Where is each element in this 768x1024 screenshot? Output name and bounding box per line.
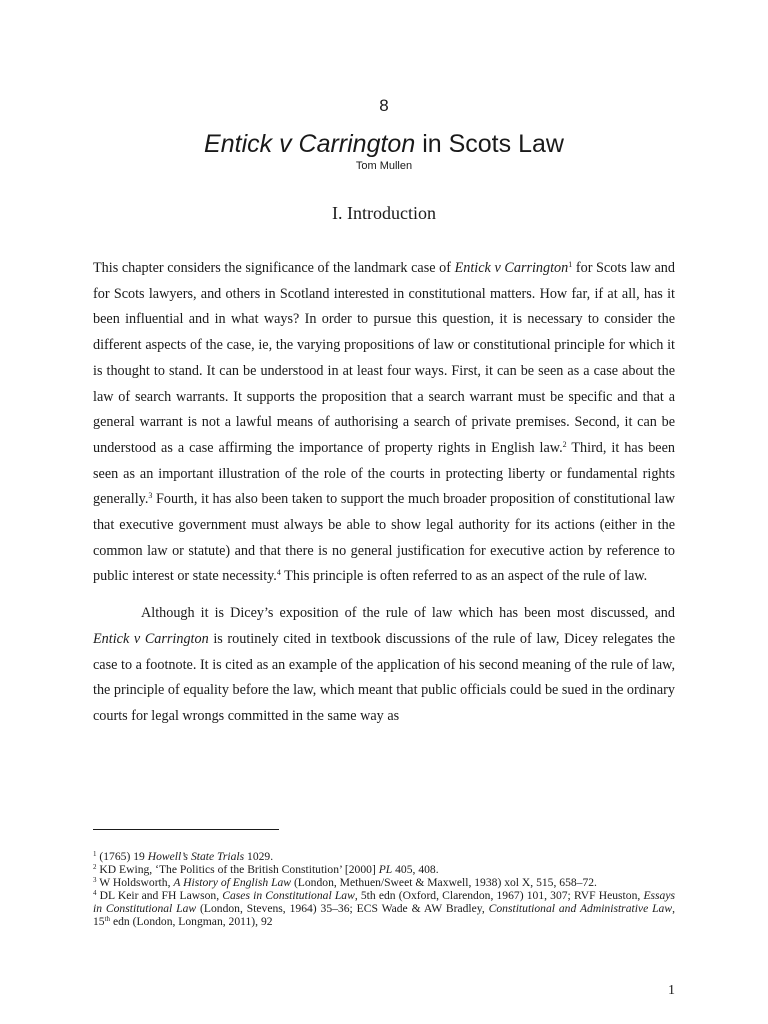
paragraph-1: This chapter considers the significance of the landmark case of Entick v Carrington$^1$ for Scots law and for Scots lawyers, and others in Scotland interested in constitutional matters. How far, if at all, has it been influential and in what ways? In order to pursue this question, it is necessary to consider the different aspects of the case, ie, the varying propositions of law or constitutional principle for which it is thought to stand. It can be understood in at least four ways. First, it can be seen as a case about the law of search warrants. It supports the proposition that a search warrant must be specific and that a general warrant is not a lawful means of authorising a search of private premises. Second, it can be understood as a case affirming the importance of property rights in English law.$^2$ Third, it has been seen as an important illustration of the role of the courts in protecting liberty or fundamental rights generally.$^3$ Fourth, it has also been taken to support the much broader proposition of constitutional law that executive government must always be able to show legal authority for its actions (either in the common law or statute) and that there is no general justification for executive action by reference to public interest or state necessity.$^4$ This principle is often referred to as an aspect of the rule of law.	[93, 260, 675, 585]
footnote-number: 2	[93, 863, 97, 871]
footnote-3: $^3$ W Holdsworth, A History of English Law (London, Methuen/Sweet & Maxwell, 1938) xol X, 515, 658–72.	[93, 876, 597, 889]
title-case-name: Entick v Carrington	[204, 130, 416, 158]
paragraph-2: Although it is Dicey’s exposition of the rule of law which has been most discussed, and Entick v Carrington is routinely cited in textbook discussions of the rule of law, Dicey relegates the case to a footnote. It is cited as an example of the application of his second meaning of the rule of law, the principle of equality before the law, which meant that public officials could be sued in the ordinary courts for legal wrongs committed in the same way as	[93, 605, 675, 724]
footnote-4: $^4$ DL Keir and FH Lawson, Cases in Constitutional Law, 5th edn (Oxford, Clarendon, 1967) 101, 307; RVF Heuston, Essays in Constitutional Law (London, Stevens, 1964) 35–36; ECS Wade & AW Bradley, Constitutional and Administrative Law, 15th edn (London, Longman, 2011), 92	[93, 889, 675, 928]
chapter-title	[0, 130, 768, 159]
footnote-2: $^2$ KD Ewing, ‘The Politics of the British Constitution’ [2000] PL 405, 408.	[93, 863, 439, 876]
author-name: Tom Mullen	[355, 160, 413, 172]
footnote-ref-3[interactable]: 3	[148, 491, 153, 501]
case-name: Entick v Carrington	[93, 630, 209, 647]
footnote-number: 3	[93, 876, 97, 884]
case-name: Entick v Carrington	[454, 260, 569, 276]
footnote-ref-1[interactable]: 1	[568, 260, 573, 269]
footnotes	[93, 850, 675, 928]
footnote-ref-4[interactable]: 4	[276, 568, 281, 578]
chapter-number: 8	[379, 96, 389, 115]
page-number: 1	[668, 983, 675, 998]
footnote-number: 4	[93, 889, 97, 897]
section-heading: I. Introduction	[332, 203, 436, 223]
footnote-1: $^1$ (1765) 19 Howell’s State Trials 1029.	[93, 850, 274, 863]
footnote-ref-2[interactable]: 2	[562, 439, 567, 449]
body-text	[93, 256, 675, 730]
footnote-number: 1	[93, 850, 97, 858]
title-rest: in Scots Law	[415, 130, 564, 158]
footnote-divider	[93, 829, 279, 830]
